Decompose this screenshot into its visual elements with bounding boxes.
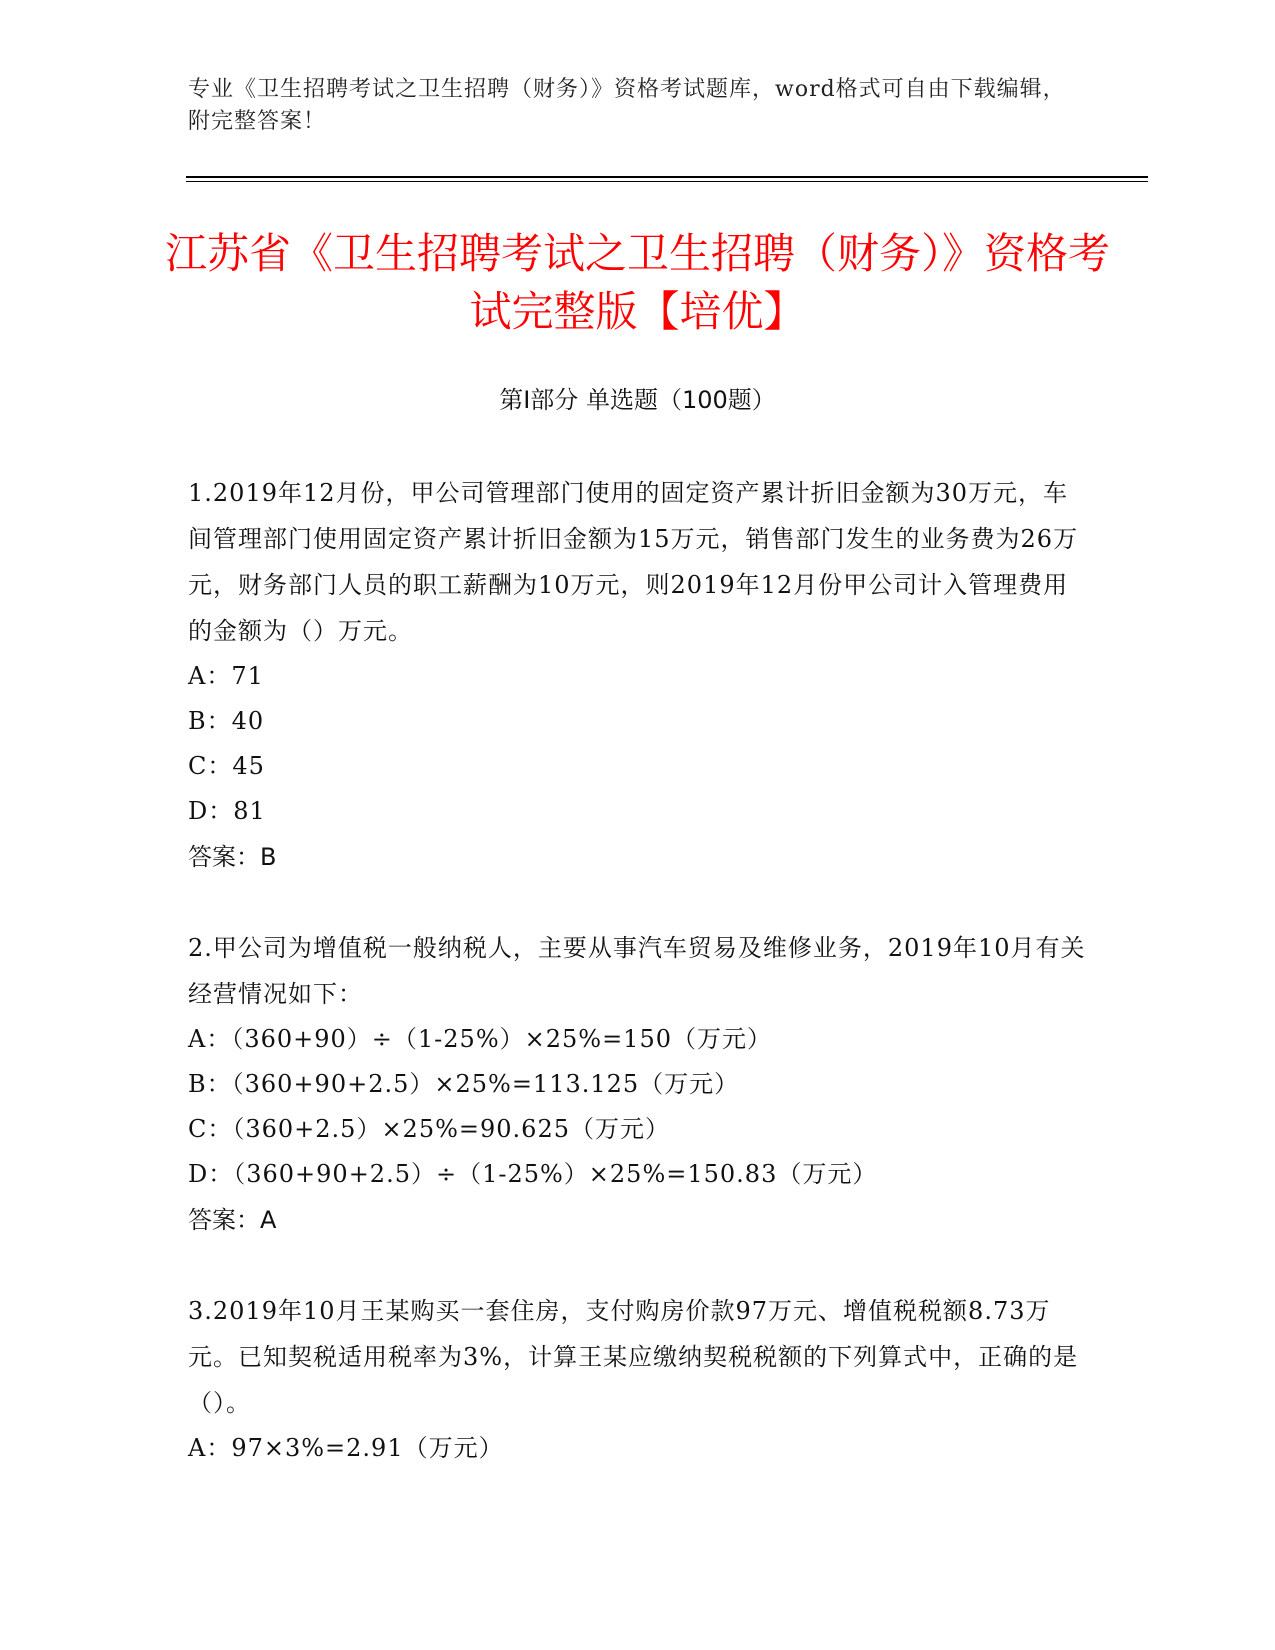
option-a: A：71 (188, 662, 264, 690)
question-2 (188, 925, 1088, 1243)
option-c: C：45 (188, 752, 265, 780)
question-stem: 3.2019年10月王某购买一套住房，支付购房价款97万元、增值税税额8.73万元。已知契税适用税率为3%，计算王某应缴纳契税税额的下列算式中，正确的是（）。 (188, 1297, 1079, 1417)
option-a: A：97×3%=2.91（万元） (188, 1434, 504, 1462)
option-a: A：（360+90）÷（1-25%）×25%=150（万元） (188, 1025, 772, 1053)
option-d: D：（360+90+2.5）÷（1-25%）×25%=150.83（万元） (188, 1160, 878, 1188)
document-title: 江苏省《卫生招聘考试之卫生招聘（财务）》资格考试完整版【培优】 (164, 229, 1110, 336)
question-1 (188, 470, 1088, 880)
option-c: C：（360+2.5）×25%=90.625（万元） (188, 1115, 670, 1143)
header-divider-thin (186, 181, 1148, 182)
option-b: B：（360+90+2.5）×25%=113.125（万元） (188, 1070, 740, 1098)
question-stem: 1.2019年12月份，甲公司管理部门使用的固定资产累计折旧金额为30万元，车间管理部门使用固定资产累计折旧金额为15万元，销售部门发生的业务费为26万元，财务部门人员的职工薪酬为10万元，则2019年12月份甲公司计入管理费用的金额为（）万元。 (188, 479, 1079, 645)
section-title: 第I部分 单选题（100题） (499, 386, 776, 414)
option-b: B：40 (188, 707, 265, 735)
option-d: D：81 (188, 797, 266, 825)
answer: 答案：A (188, 1206, 277, 1234)
answer: 答案：B (188, 843, 277, 871)
header-divider-thick (186, 176, 1148, 178)
question-stem: 2.甲公司为增值税一般纳税人，主要从事汽车贸易及维修业务，2019年10月有关经营情况如下： (188, 934, 1086, 1008)
header-note: 专业《卫生招聘考试之卫生招聘（财务）》资格考试题库，word格式可自由下载编辑，附完整答案！ (188, 77, 1066, 134)
question-3 (188, 1288, 1088, 1471)
